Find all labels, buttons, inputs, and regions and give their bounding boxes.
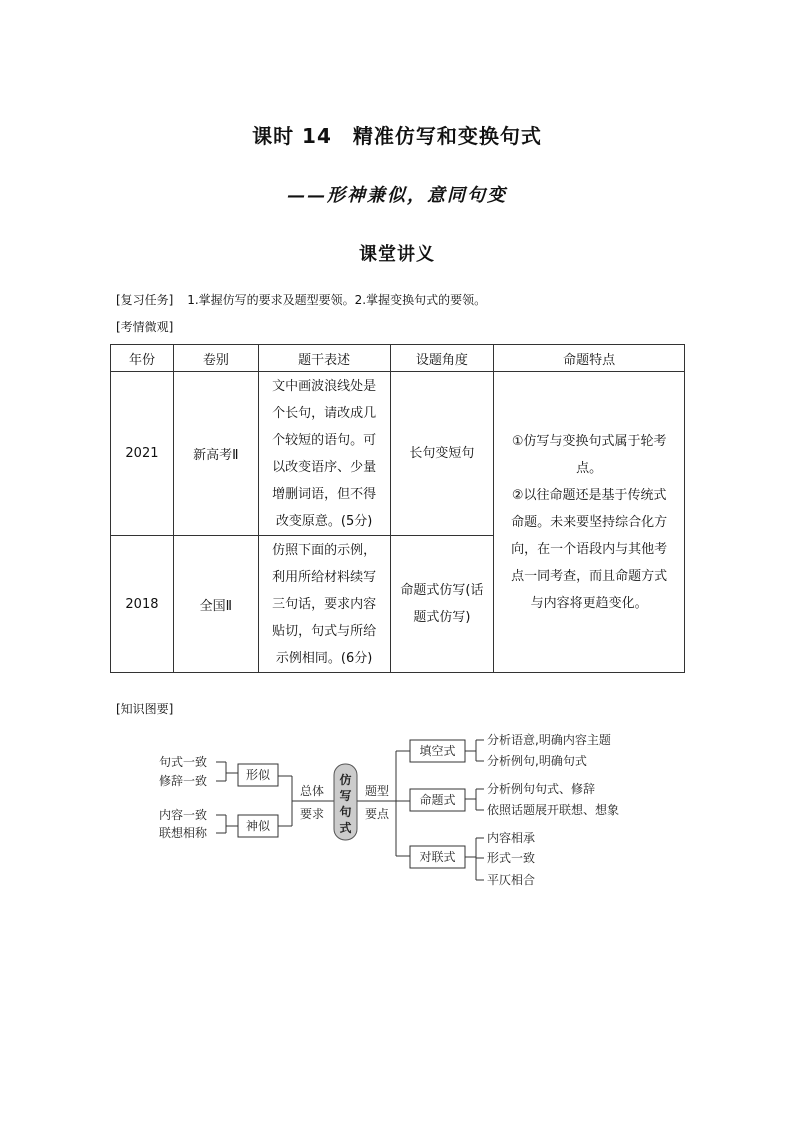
left-item: 内容一致 [159,808,208,822]
desc-cell [258,536,390,673]
desc-line: 个长句，请改成几 [272,405,377,421]
type-box-proposition [410,789,465,811]
feature-line: ①仿写与变换句式属于轮考 [511,433,667,449]
desc-line: 利用所给材料续写 [272,569,377,585]
exam-table [110,344,685,673]
type-box-fill [410,740,465,762]
desc-line: 个较短的语句。可 [272,432,377,448]
paper-cell: 新高考Ⅱ [173,372,258,536]
year-cell: 2021 [111,372,174,536]
desc-line: 仿照下面的示例， [272,542,377,558]
angle-line: 题式仿写) [413,610,471,625]
feature-line: 点。 [576,460,603,476]
table-header: 命题特点 [494,345,685,372]
desc-line: 增删词语，但不得 [272,486,377,502]
angle-cell [390,536,494,673]
table-header: 卷别 [173,345,258,372]
types-label: 题型 [364,784,390,798]
exam-label: [考情微观] [116,320,174,334]
center-char: 句 [339,805,352,819]
table-row [111,372,685,536]
review-label: [复习任务] [116,293,174,307]
center-char: 仿 [339,773,352,787]
overall-label: 要求 [299,807,325,821]
overall-label: 总体 [299,784,325,798]
desc-line: 文中画波浪线处是 [272,378,377,394]
review-text: 1.掌握仿写的要求及题型要领。2.掌握变换句式的要领。 [187,293,487,307]
feature-cell [494,372,685,673]
point-item: 依照话题展开联想、想象 [487,803,620,817]
page-title: 课时 14 精准仿写和变换句式 [252,124,542,148]
desc-cell [258,372,390,536]
feature-line: 与内容将更趋变化。 [530,595,648,611]
year-cell: 2018 [111,536,174,673]
page-subtitle: ——形神兼似，意同句变 [287,185,507,206]
box-label: 神似 [245,819,271,833]
type-label: 命题式 [419,793,456,807]
paper-cell: 全国Ⅱ [173,536,258,673]
table-header: 题干表述 [258,345,390,372]
box-label: 形似 [245,768,271,782]
point-item: 分析例句句式、修辞 [487,782,596,796]
point-item: 形式一致 [487,851,536,865]
point-item: 分析例句,明确句式 [487,754,587,768]
desc-line: 以改变语序、少量 [272,459,377,475]
shensi-box [238,815,278,837]
knowledge-diagram [0,720,794,900]
angle-cell [390,372,494,536]
desc-line: 示例相同。(6分) [275,650,373,666]
table-header-row [111,345,685,372]
feature-line: 点一同考查，而且命题方式 [511,568,668,584]
table-header: 设题角度 [390,345,494,372]
knowledge-label: [知识图要] [116,702,174,716]
angle-line: 命题式仿写(话 [400,583,484,598]
feature-line: ②以往命题还是基于传统式 [511,487,667,503]
desc-line: 贴切，句式与所给 [272,623,377,639]
feature-line: 向，在一个语段内与其他考 [511,541,668,557]
type-label: 填空式 [419,744,456,758]
xingsi-box [238,764,278,786]
center-char: 写 [339,789,352,803]
center-node [334,764,357,840]
left-item: 句式一致 [159,755,208,769]
point-item: 分析语意,明确内容主题 [487,733,611,747]
review-task [116,291,486,308]
point-item: 平仄相合 [487,873,536,887]
angle-line: 长句变短句 [409,446,475,461]
table-header: 年份 [111,345,174,372]
type-box-couplet [410,846,465,868]
desc-line: 改变原意。(5分) [275,513,373,529]
types-label: 要点 [364,807,390,821]
left-item: 修辞一致 [159,774,208,788]
feature-line: 命题。未来要坚持综合化方 [511,514,668,530]
type-label: 对联式 [419,850,456,864]
left-item: 联想相称 [159,826,208,840]
point-item: 内容相承 [487,831,536,845]
center-char: 式 [339,821,352,835]
desc-line: 三句话，要求内容 [272,596,377,612]
section-heading: 课堂讲义 [359,244,435,265]
